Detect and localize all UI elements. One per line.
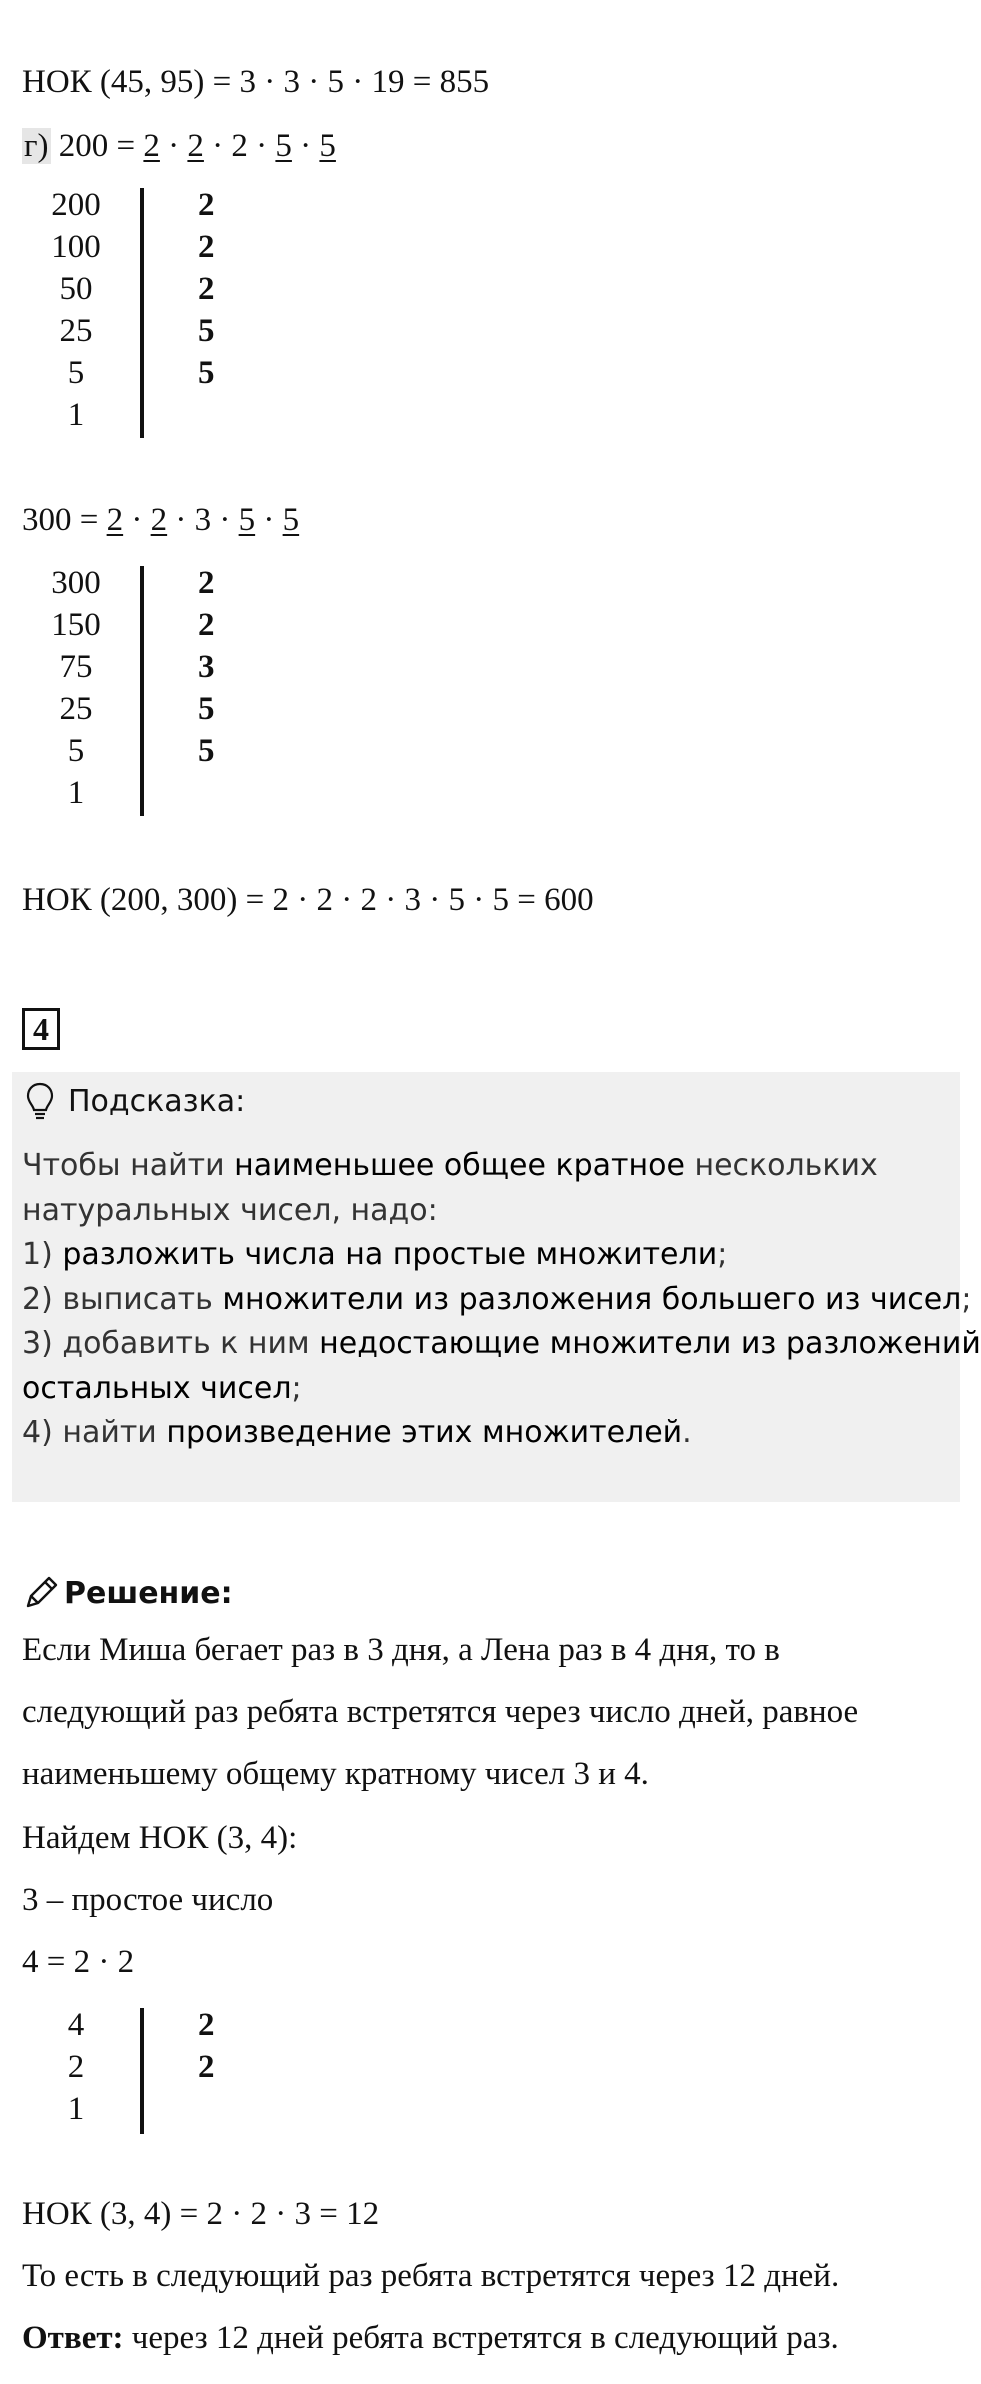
factor: 2 [106,502,124,538]
divider-line [140,2008,144,2134]
hint-title: Подсказка: [68,1084,246,1119]
pencil-icon [22,1574,60,1612]
lcm-3-4: НОК (3, 4) = 2 · 2 · 3 = 12 [22,2196,380,2232]
task-number: 4 [22,1008,60,1050]
solution-title: Решение: [64,1576,233,1611]
solution-paragraph: следующий раз ребята встретятся через число дней, равное [22,1694,859,1730]
answer-line [22,2318,839,2358]
factor: 5 [282,502,300,538]
solution-paragraph: Если Миша бегает раз в 3 дня, а Лена раз в 4 дня, то в [22,1632,780,1668]
answer-label: Ответ: [22,2320,124,2356]
factor: 5 [319,128,336,164]
factor: 5 [275,128,292,164]
answer-text: через 12 дней ребята встретятся в следующий раз. [123,2320,839,2356]
lightbulb-icon [26,1082,54,1122]
lcm-45-95: НОК (45, 95) = 3 · 3 · 5 · 19 = 855 [22,64,490,100]
divider-line [140,566,144,816]
solution-paragraph: наименьшему общему кратному чисел 3 и 4. [22,1756,649,1792]
lcm-200-300: НОК (200, 300) = 2 · 2 · 2 · 3 · 5 · 5 = 600 [22,882,594,918]
solution-step: 3 – простое число [22,1882,274,1918]
hint-box [12,1072,981,1502]
solution-step: 4 = 2 · 2 [22,1944,135,1980]
hint-text: Чтобы найти наименьшее общее кратное нескольких натуральных чисел, надо: 1) разложить числа на простые множители; 2) выписать множители из разложения большего из чисел; 3) добавить к ним недостающие множители из разложений остальных чисел; 4) найти произведение этих множителей. [22,1148,981,1450]
factor: 2 [143,128,160,164]
item-label-g: г) [24,128,49,164]
divider-line [140,188,144,438]
factor: 2 [150,502,168,538]
factor: 5 [238,502,256,538]
factorization-300: 300 = 2 · 2 · 3 · 5 · 5 [22,502,300,538]
factor: 3 [194,502,212,538]
solution-conclusion: То есть в следующий раз ребята встретятся через 12 дней. [22,2258,840,2294]
factorization-200: г) 200 = 2 · 2 · 2 · 5 · 5 [24,128,336,164]
factor: 2 [231,128,248,164]
solution-step: Найдем НОК (3, 4): [22,1820,298,1856]
factor: 2 [187,128,204,164]
